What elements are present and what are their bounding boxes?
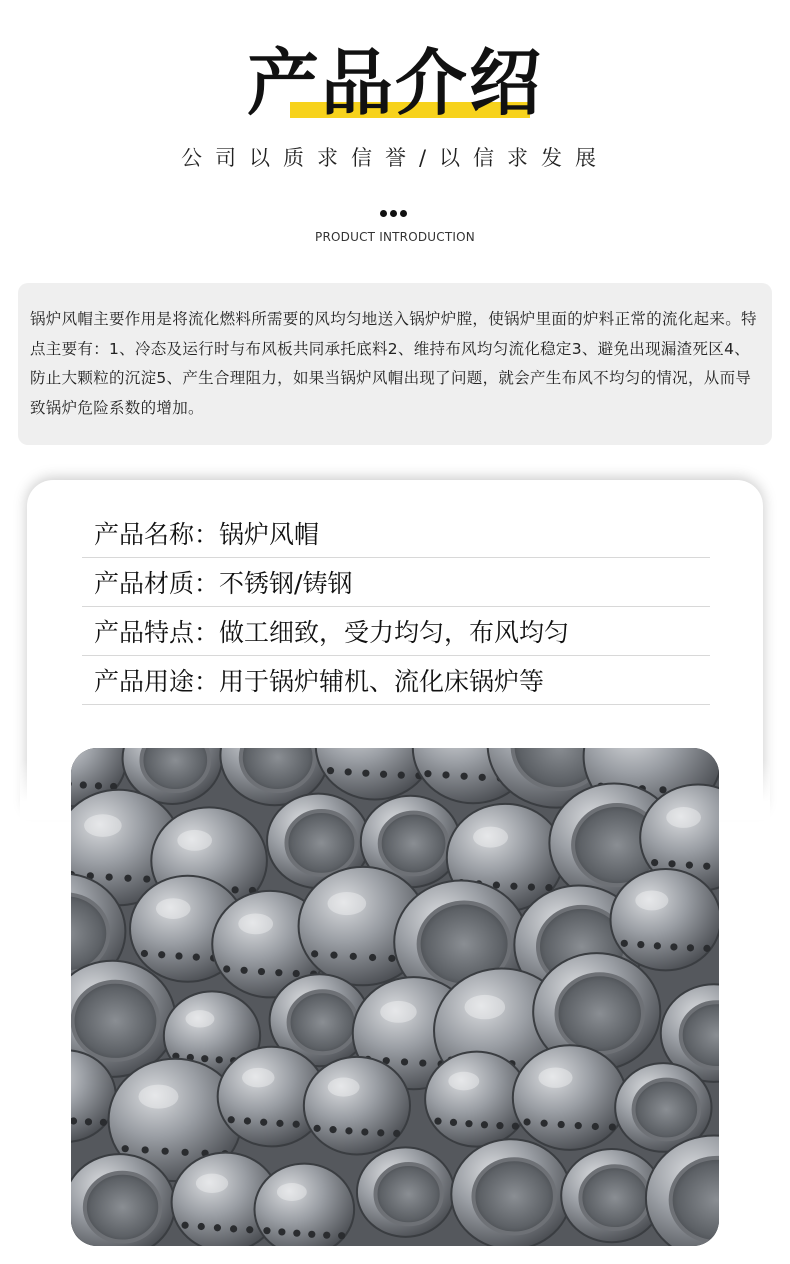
page-subtitle: 公司以质求信誉/以信求发展 bbox=[180, 146, 610, 170]
cap-shape bbox=[451, 1139, 571, 1246]
cap-shape bbox=[304, 1057, 410, 1155]
spec-key: 产品材质： bbox=[94, 569, 220, 598]
product-photo bbox=[71, 748, 719, 1246]
section-header bbox=[0, 0, 790, 270]
spec-value: 不锈钢/铸钢 bbox=[219, 569, 353, 598]
description-text: 锅炉风帽主要作用是将流化燃料所需要的风均匀地送入锅炉炉膛，使锅炉里面的炉料正常的流化起来。特点主要有：1、冷态及运行时与布风板共同承托底料2、维持布风均匀流化稳定3、避免出现漏渣死区4、防止大颗粒的沉淀5、产生合理阻力，如果当锅炉风帽出现了问题，就会产生布风不均匀的情况，从而导致锅炉危险系数的增加。 bbox=[30, 310, 757, 417]
spec-key: 产品特点： bbox=[94, 618, 220, 647]
spec-list bbox=[82, 518, 710, 705]
english-subtitle: PRODUCT INTRODUCTION bbox=[315, 230, 475, 244]
dots-divider-icon bbox=[380, 202, 410, 210]
page-title: 产品介绍 bbox=[246, 41, 543, 125]
spec-key: 产品用途： bbox=[94, 667, 220, 696]
spec-row-features bbox=[82, 607, 710, 656]
spec-value: 锅炉风帽 bbox=[219, 520, 320, 549]
spec-row-name bbox=[82, 518, 710, 558]
boiler-caps-illustration bbox=[71, 748, 719, 1246]
spec-value: 做工细致，受力均匀，布风均匀 bbox=[219, 618, 570, 647]
spec-row-usage bbox=[82, 656, 710, 705]
cap-shape bbox=[513, 1045, 627, 1150]
spec-key: 产品名称： bbox=[94, 520, 220, 549]
cap-shape bbox=[611, 869, 719, 970]
description-box bbox=[18, 283, 772, 445]
title-wrap bbox=[0, 38, 790, 128]
cap-shape bbox=[357, 1147, 454, 1237]
spec-value: 用于锅炉辅机、流化床锅炉等 bbox=[219, 667, 545, 696]
cap-shape bbox=[254, 1164, 354, 1246]
spec-row-material bbox=[82, 558, 710, 607]
